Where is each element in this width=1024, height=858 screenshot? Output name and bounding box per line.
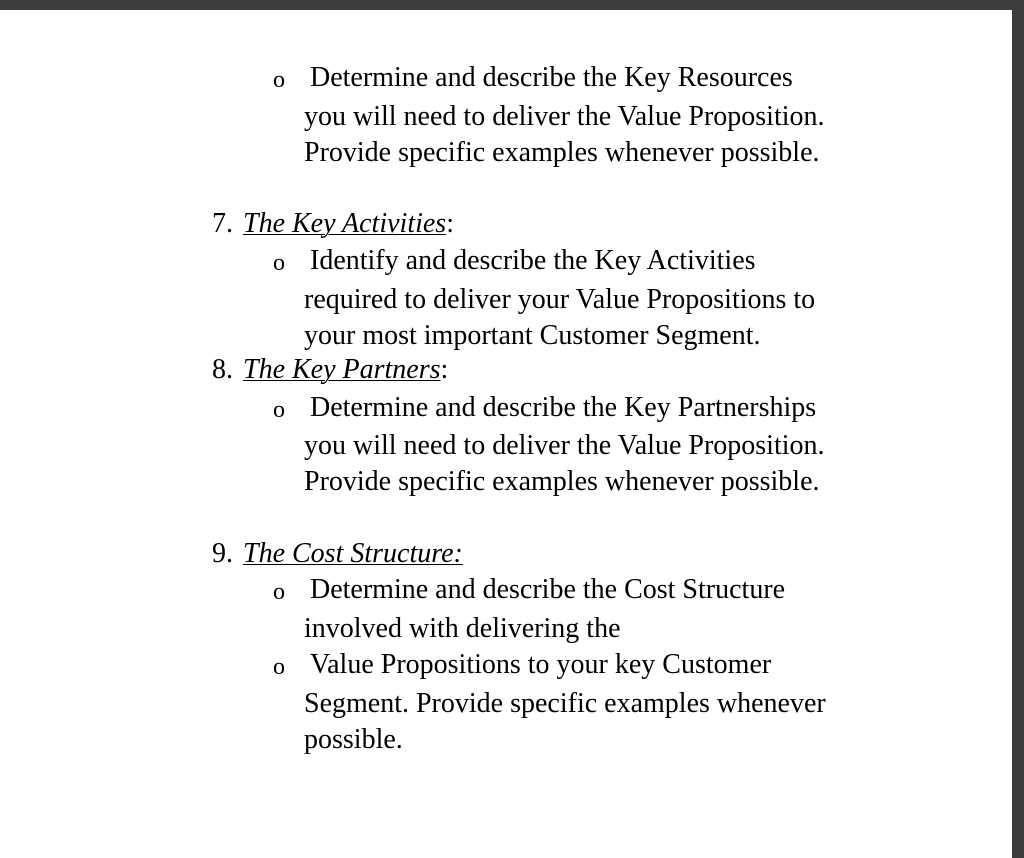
list-number: 9. [212,538,233,569]
bullet-text-line: Identify and describe the Key Activities [310,245,756,276]
bullet-text-line: Segment. Provide specific examples whenever [304,688,826,719]
bullet-text-line: Determine and describe the Cost Structure [310,574,786,605]
section-heading-cost-structure [243,540,463,568]
bullet-text-line: required to deliver your Value Propositions to [304,284,816,315]
bullet-text-line: you will need to deliver the Value Proposition. [304,101,825,132]
bullet-text-line: you will need to deliver the Value Proposition. [304,430,825,461]
list-number: 7. [212,208,233,239]
section-title-suffix: : [446,208,454,239]
bullet-marker: o [273,250,285,276]
bullet-text-line: Value Propositions to your key Customer [310,649,772,680]
bullet-text-line: Determine and describe the Key Resources [310,62,793,93]
bullet-marker: o [273,67,285,93]
bullet-marker: o [273,579,285,605]
bullet-text-line: your most important Customer Segment. [304,320,761,351]
section-title: The Key Partners [243,354,441,385]
section-heading-key-activities [243,210,454,238]
viewer-scrollbar[interactable] [1012,10,1024,858]
bullet-text-line: Provide specific examples whenever possible. [304,466,820,497]
bullet-marker: o [273,397,285,423]
bullet-text-line: Provide specific examples whenever possible. [304,137,820,168]
bullet-text-line: involved with delivering the [304,613,621,644]
section-title: The Cost Structure: [243,538,463,569]
bullet-text-line: possible. [304,724,403,755]
section-title: The Key Activities [243,208,447,239]
section-heading-key-partners [243,356,448,384]
section-title-suffix: : [440,354,449,385]
bullet-text-line: Determine and describe the Key Partnerships [310,392,817,423]
bullet-marker: o [273,654,285,680]
document-page [0,10,1012,858]
list-number: 8. [212,354,233,385]
